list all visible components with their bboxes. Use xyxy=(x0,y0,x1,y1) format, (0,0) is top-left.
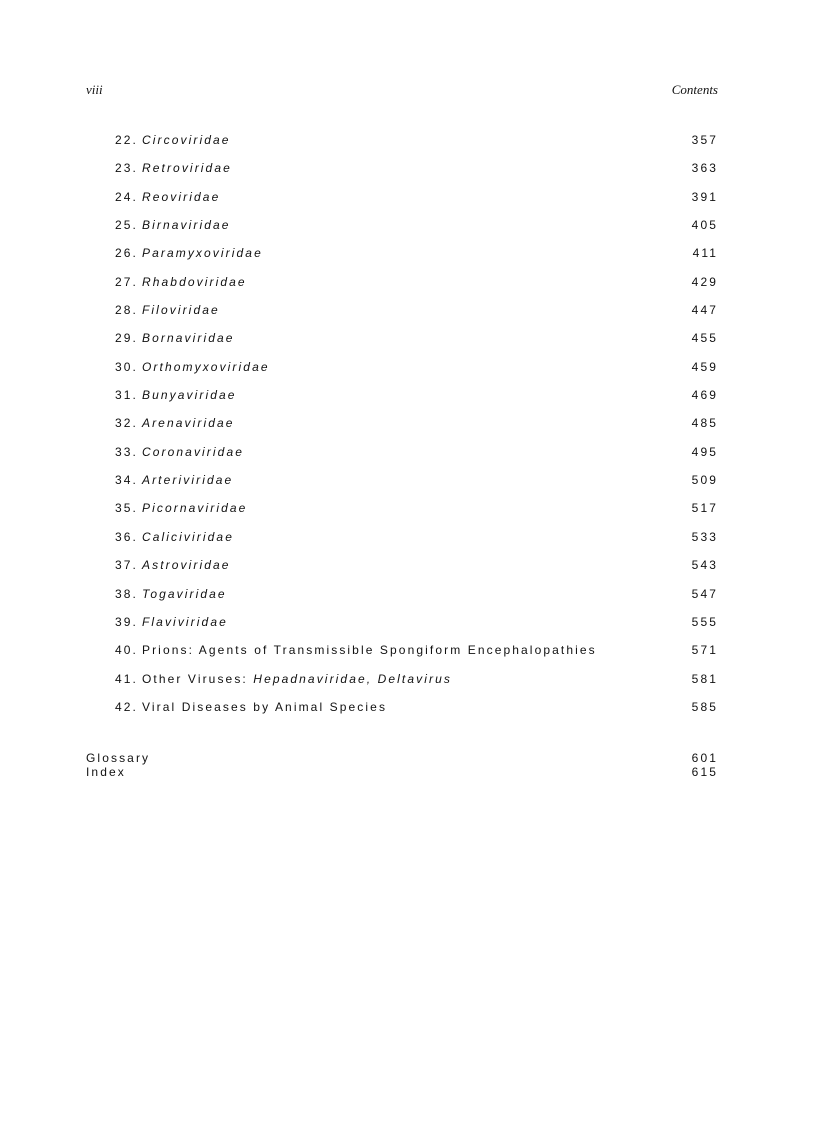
chapter-number: 22. xyxy=(115,133,138,147)
chapter-title: Paramyxoviridae xyxy=(141,246,263,261)
page-number: viii xyxy=(86,82,103,97)
toc-entry-22[interactable] xyxy=(115,133,718,161)
chapter-page: 447 xyxy=(691,303,718,318)
chapter-page: 571 xyxy=(691,643,718,658)
chapter-number: 23. xyxy=(115,161,138,176)
toc-entry-33[interactable] xyxy=(115,445,718,473)
backmatter-title: Index xyxy=(86,765,126,779)
chapter-page: 517 xyxy=(691,501,718,516)
chapter-page: 485 xyxy=(691,416,718,431)
chapter-number: 28. xyxy=(115,303,138,318)
chapter-number: 40. xyxy=(115,643,138,658)
toc-entry-24[interactable] xyxy=(115,190,718,218)
chapter-page: 363 xyxy=(691,161,718,176)
toc-entry-29[interactable] xyxy=(115,331,718,359)
chapter-number: 27. xyxy=(115,274,138,289)
chapter-number: 24. xyxy=(115,189,138,204)
chapter-page: 429 xyxy=(691,274,718,289)
toc-entry-34[interactable] xyxy=(115,473,718,501)
chapter-page: 581 xyxy=(691,671,718,686)
toc-entry-37[interactable] xyxy=(115,558,718,586)
chapter-title: Birnaviridae xyxy=(141,218,231,233)
chapter-number: 26. xyxy=(115,246,138,261)
chapter-title: Circoviridae xyxy=(141,133,231,147)
chapter-title: Bunyaviridae xyxy=(141,388,237,403)
chapter-number: 36. xyxy=(115,529,138,544)
chapter-number: 41. xyxy=(115,671,138,686)
toc-entry-23[interactable] xyxy=(115,161,718,189)
chapter-title-italic: Hepadnaviridae, Deltavirus xyxy=(253,671,452,686)
chapter-page: 357 xyxy=(691,133,718,147)
chapter-title: Rhabdoviridae xyxy=(141,274,247,289)
toc-entry-35[interactable] xyxy=(115,501,718,529)
chapter-page: 533 xyxy=(691,529,718,544)
chapter-number: 31. xyxy=(115,388,138,403)
chapter-title: Prions: Agents of Transmissible Spongiform Encephalopathies xyxy=(141,643,597,658)
toc-entry-28[interactable] xyxy=(115,303,718,331)
chapter-page: 495 xyxy=(691,444,718,459)
toc-entry-32[interactable] xyxy=(115,416,718,444)
chapter-page: 411 xyxy=(692,246,718,261)
chapter-title: Caliciviridae xyxy=(141,529,234,544)
chapter-title-prefix: Other Viruses: xyxy=(141,671,254,686)
chapter-title: Viral Diseases by Animal Species xyxy=(141,699,388,714)
chapter-number: 25. xyxy=(115,218,138,233)
toc-entry-36[interactable] xyxy=(115,530,718,558)
chapter-title: Flaviviridae xyxy=(141,614,228,629)
toc-entry-26[interactable] xyxy=(115,246,718,274)
chapter-number: 29. xyxy=(115,331,138,346)
toc-entry-27[interactable] xyxy=(115,275,718,303)
chapter-title: Orthomyxoviridae xyxy=(141,359,270,374)
chapter-page: 391 xyxy=(691,189,718,204)
chapter-number: 32. xyxy=(115,416,138,431)
toc-entry-index[interactable] xyxy=(86,765,718,779)
toc-entry-39[interactable] xyxy=(115,615,718,643)
chapter-title: Astroviridae xyxy=(141,558,231,573)
toc-entry-25[interactable] xyxy=(115,218,718,246)
chapter-page: 547 xyxy=(691,586,718,601)
backmatter-page: 615 xyxy=(691,765,718,779)
chapter-number: 34. xyxy=(115,473,138,488)
chapter-number: 39. xyxy=(115,614,138,629)
chapter-number: 37. xyxy=(115,558,138,573)
chapter-number: 30. xyxy=(115,359,138,374)
chapter-number: 38. xyxy=(115,586,138,601)
page-header xyxy=(86,82,718,100)
toc-entry-30[interactable] xyxy=(115,360,718,388)
toc-entry-38[interactable] xyxy=(115,587,718,615)
chapter-title: Bornaviridae xyxy=(141,331,235,346)
chapter-page: 459 xyxy=(691,359,718,374)
chapter-title: Arenaviridae xyxy=(141,416,235,431)
table-of-contents xyxy=(115,133,718,728)
toc-entry-31[interactable] xyxy=(115,388,718,416)
chapter-page: 455 xyxy=(691,331,718,346)
chapter-title: Arteriviridae xyxy=(141,473,234,488)
chapter-number: 35. xyxy=(115,501,138,516)
chapter-page: 469 xyxy=(691,388,718,403)
chapter-title xyxy=(142,672,452,686)
chapter-page: 543 xyxy=(691,558,718,573)
running-title: Contents xyxy=(671,82,718,97)
chapter-number: 33. xyxy=(115,444,138,459)
chapter-title: Togaviridae xyxy=(141,586,227,601)
chapter-title: Filoviridae xyxy=(141,303,220,318)
chapter-title: Retroviridae xyxy=(141,161,232,176)
backmatter xyxy=(86,751,718,779)
chapter-title: Picornaviridae xyxy=(141,501,248,516)
chapter-title: Reoviridae xyxy=(141,189,221,204)
toc-entry-41[interactable] xyxy=(115,672,718,700)
chapter-page: 509 xyxy=(691,473,718,488)
toc-entry-40[interactable] xyxy=(115,643,718,671)
chapter-page: 405 xyxy=(691,218,718,233)
chapter-page: 585 xyxy=(691,699,718,714)
toc-entry-glossary[interactable] xyxy=(86,751,718,765)
chapter-page: 555 xyxy=(691,614,718,629)
backmatter-title: Glossary xyxy=(86,751,151,765)
toc-entry-42[interactable] xyxy=(115,700,718,728)
chapter-number: 42. xyxy=(115,699,138,714)
chapter-title: Coronaviridae xyxy=(141,444,244,459)
backmatter-page: 601 xyxy=(691,751,718,765)
